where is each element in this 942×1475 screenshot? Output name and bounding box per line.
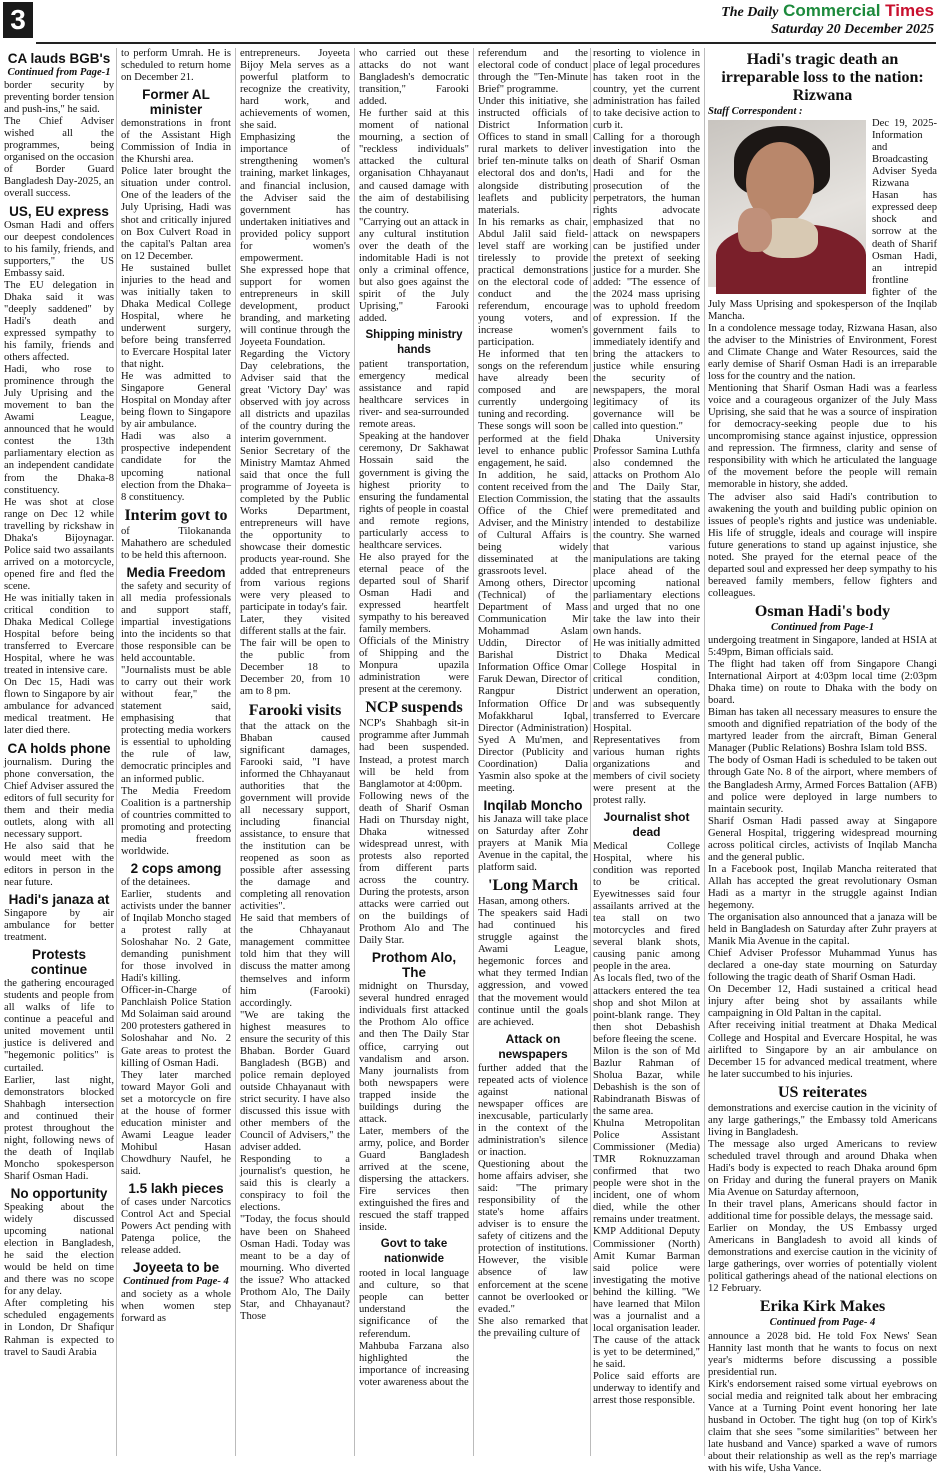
continued-note: Continued from Page-1 xyxy=(7,67,111,78)
paragraph: Calling for a thorough investigation into the death of Sharif Osman Hadi and for the prosecution of the perpetrators, the human rights advocate emphasized that no attack on newspapers can be justified under the pretext of seeking justice for a murder. She added: "The essence of the 2024 mass uprising was to uphold freedom of expression. If the government fails to immediately identify and bring the attackers to justice while ensuring the security of newspapers, the moral legitimacy of its governance will be called into question." xyxy=(593,132,700,433)
headline: Interim govt to xyxy=(124,506,228,524)
paragraph: NCP's Shahbagh sit-in programme after Jummah had been suspended. Instead, a protest march will be held from Banglamotor at 4:00pm. xyxy=(359,718,469,790)
paragraph: The body of Osman Hadi is scheduled to be taken out through Gate No. 8 of the airport, where members of the Bangladesh Army, Armed Forces Battalion (AFB) and police were deployed in large numbers to maintain security. xyxy=(708,755,937,815)
headline: 'Long March xyxy=(488,877,578,895)
masthead xyxy=(0,0,942,44)
paragraph: Mahbuba Farzana also highlighted the importance of increasing voter awareness about the xyxy=(359,1340,469,1388)
column-2 xyxy=(121,48,231,1458)
paragraph: Singapore by air ambulance for better treatment. xyxy=(4,908,114,944)
paragraph: After completing his scheduled engagements in London, Dr Shafiqur Rahman is expected to travel to Saudi Arabia xyxy=(4,1298,114,1358)
pub-name-times: Times xyxy=(885,1,934,20)
paragraph: of the detainees. xyxy=(121,876,191,888)
headline: Joyeeta to be xyxy=(132,1260,220,1276)
paragraph: Among others, Director (Technical) of the Department of Mass Communication Mir Mohammad Aslam Uddin, Director of Barishal District Information Office Omar Faruk Dewan, Director of Rangpur District Information Office Dr Mofakkharul Iqbal, Director (Administration) Syed A Mu'men, and Director (Publicity and Coordination) Dalia Yasmin also spoke at the meeting. xyxy=(478,578,588,794)
paragraph: He further said at this moment of national mourning, a section of "reckless individuals" attacked the cultural organisation Chhayanaut and caused damage with the aim of destabilising the country. xyxy=(359,108,469,216)
paragraph: The message also urged Americans to review scheduled travel through and around Dhaka when Hadi's body is expected to reach Dhaka around 6pm on Friday and during the funeral prayers on Manik Mia Avenue on Saturday afternoon, xyxy=(708,1138,937,1199)
paragraph: journalism. During the phone conversation, the Chief Adviser assured the editors of full security for them and their media outlets, along with all necessary support. xyxy=(4,756,114,840)
header-rule xyxy=(36,42,936,44)
column-7 xyxy=(708,48,937,1475)
paragraph: demonstrations and exercise caution in the vicinity of any large gatherings," the Embassy told Americans living in Bangladesh. xyxy=(708,1102,937,1138)
paragraph: Earlier, last night, demonstrators blocked Shahbagh intersection and continued their protest throughout the night, following news of the death of Inqilab Moncho spokesperson Sharif Osman Hadi. xyxy=(4,1074,114,1182)
paragraph: "Carrying out an attack in any cultural institution over the death of the indomitable Hadi is not only a criminal offence, but also goes against the spirit of the July Uprising," Farooki added. xyxy=(359,216,469,325)
paragraph: that the attack on the Bhaban caused significant damages, Farooki said, "I have informed the Chhayanaut authorities that the government will provide all necessary support, including financial assistance, to ensure that the institution can be reopened as soon as possible after assessing the damage and completing all renovation activities". xyxy=(240,720,350,913)
paragraph: of Tilokananda Mahathero are scheduled to be held this afternoon. xyxy=(121,525,231,561)
headline: Inqilab Moncho xyxy=(483,797,583,813)
paragraph: of cases under Narcotics Control Act and Special Powers Act pending with Patenga police, the release added. xyxy=(121,1197,231,1257)
paragraph: Earlier, students and activists under the banner of Inqilab Moncho staged a protest rally at Soloshahar No. 2 Gate, demanding punishment for those involved in Hadi's killing. xyxy=(121,888,231,985)
column-3 xyxy=(240,48,350,1458)
paragraph: Later, members of the army, police, and Border Guard Bangladesh arrived at the scene, dispersing the attackers. Fire services then extinguished the fires and rescued the staff trapped inside. xyxy=(359,1125,469,1234)
headline: US reiterates xyxy=(778,1083,867,1101)
continued-note: Continued from Page-1 xyxy=(771,621,874,633)
paragraph: Questioning about the home affairs adviser, she said: "The primary responsibility of the state's home affairs adviser is to ensure the safety of citizens and the protection of institutions. However, the visible absence of law enforcement at the scene cannot be overlooked or evaded." xyxy=(478,1159,588,1315)
headline: Govt to take nationwide xyxy=(380,1238,448,1266)
paragraph: Police later brought the situation under control. One of the leaders of the July Uprising, Hadi was shot and critically injured on Box Culvert Road in the capital's Paltan area on 12 December. xyxy=(121,166,231,262)
paragraph: Speaking at the handover ceremony, Dr Sakhawat Hossain said the government is giving the highest priority to ensuring the fundamental rights of people in coastal and remote regions, particularly access to healthcare services. xyxy=(359,431,469,551)
paragraph: He was initially taken in critical condition to Dhaka Medical College Hospital before being transferred to Evercare Hospital, where he was treated in intensive care. xyxy=(4,592,114,677)
paragraph: Regarding the Victory Day celebrations, the Adviser said that the great 'Victory Day' was observed with joy across all districts and upazilas of the country during the interim government. xyxy=(240,349,350,445)
page-number: 3 xyxy=(3,2,33,38)
publication-name xyxy=(721,1,934,21)
paragraph: Responding to a journalist's question, he said this is clearly a conspiracy to foil the elections. xyxy=(240,1154,350,1214)
paragraph: He also said that he would meet with the editors in person in the near future. xyxy=(4,840,114,888)
paragraph: Medical College Hospital, where his condition was reported to be critical. Eyewitnesses said four assailants arrived at the tea stall on two motorcycles and fired several blank shots, causing panic among people in the area. xyxy=(593,840,700,973)
paragraph: "Today, the focus should have been on Shaheed Osman Hadi. Today was meant to be a day of mourning. Who diverted the issue? Who attacked Prothom Alo, The Daily Star, and Chhayanaut? Those xyxy=(240,1214,350,1322)
paragraph: further added that the repeated acts of violence against national newspaper offices are inexcusable, particularly in the context of the administration's silence or inaction. xyxy=(478,1062,588,1158)
paragraph: He was initially admitted to Dhaka Medical College Hospital in critical condition, underwent an operation, and was subsequently transferred to Evercare Hospital. xyxy=(593,638,700,734)
paragraph: resorting to violence in place of legal procedures has taken root in the country, yet the current administration has failed to take decisive action to curb it. xyxy=(593,48,700,132)
continued-note: Continued from Page- 4 xyxy=(123,1276,229,1288)
paragraph: He was shot at close range on Dec 12 while travelling by rickshaw in Dhaka's Bijoynagar. Police said two assailants arrived on a motorcycle, opened fire and fled the scene. xyxy=(4,496,114,592)
headline: Prothom Alo, The xyxy=(371,950,457,981)
column-6 xyxy=(593,48,700,1458)
headline: Shipping ministry hands xyxy=(365,329,463,357)
paragraph: In their travel plans, Americans should factor in additional time for possible delays, the message said. xyxy=(708,1199,937,1223)
paragraph: In a Facebook post, Inqilab Mancha reiterated that Allah has accepted the great revolutionary Osman Hadi as a martyr in the struggle against Indian hegemony. xyxy=(708,863,937,911)
paragraph: patient transportation, emergency medical assistance and rapid healthcare services in river- and sea-surrounded remote areas. xyxy=(359,359,469,431)
paragraph: the gathering encouraged students and people from all walks of life to continue a peaceful and united movement until justice is delivered and "hegemonic politics" is curtailed. xyxy=(4,978,114,1074)
paragraph: In a condolence message today, Rizwana Hasan, also the adviser to the Ministries of Environment, Forest and Climate Change and Water Resources, said the early demise of Sharif Osman Hadi is an irreparable loss for the country and the nation. xyxy=(708,322,937,383)
paragraph: He said that members of the Chhayanaut management committee told him that they will discuss the matter among themselves and inform him (Farooki) accordingly. xyxy=(240,913,350,1009)
paragraph: Milon is the son of Md Bazlur Rahman of Sholua Bazar, while Debashish is the son of Rabindranath Biswas of the same area. xyxy=(593,1045,700,1117)
headline: CA lauds BGB's xyxy=(7,51,111,66)
paragraph: Earlier on Monday, the US Embassy urged Americans in Bangladesh to avoid all kinds of demonstrations and exercise caution in the vicinity of large gatherings, over worries of potentially violent political gatherings ahead of the national elections on 12 February. xyxy=(708,1223,937,1295)
paragraph: demonstrations in front of the Assistant High Commission of India in the Khurshi area. xyxy=(121,118,231,166)
paragraph: Speaking about the widely discussed upcoming national election in Bangladesh, he said the election would be held on time and there was no scope for any delay. xyxy=(4,1201,114,1298)
paragraph: She also remarked that the prevailing culture of xyxy=(478,1315,588,1339)
paragraph: who carried out these attacks do not want Bangladesh's democratic transition," Farooki added. xyxy=(359,48,469,108)
column-divider xyxy=(235,48,236,1456)
column-4 xyxy=(359,48,469,1458)
paragraph: He also prayed for the eternal peace of the departed soul of Sharif Osman Hadi and expressed heartfelt sympathy to his bereaved family members. xyxy=(359,551,469,636)
paragraph: The organisation also announced that a janaza will be held in Bangladesh on Saturday after Zuhr prayers at Manik Mia Avenue in the capital. xyxy=(708,912,937,948)
column-5 xyxy=(478,48,588,1458)
paragraph: The Media Freedom Coalition is a partnership of countries committed to promoting and protecting media freedom worldwide. xyxy=(121,785,231,857)
paragraph: Emphasizing the importance of strengthening women's training, market linkages, and financial inclusion, the Adviser said the government has undertaken initiatives and provided policy support for women's empowerment. xyxy=(240,132,350,264)
continued-note: Continued from Page- 4 xyxy=(769,1317,876,1329)
paragraph: Hasan, among others. xyxy=(478,896,570,908)
column-divider xyxy=(354,48,355,1456)
column-divider xyxy=(116,48,117,1456)
headline: 1.5 lakh pieces xyxy=(128,1181,224,1197)
paragraph: Hadi was also a prospective independent candidate for the upcoming national election from the Dhaka–8 constituency. xyxy=(121,431,231,503)
paragraph: referendum and the electoral code of conduct through the "Ten-Minute Brief" programme. xyxy=(478,48,588,96)
column-divider xyxy=(704,48,705,1456)
paragraph: Osman Hadi and offers our deepest condolences to his family, friends, and supporters," the US Embassy said. xyxy=(4,219,114,279)
paragraph: "Journalists must be able to carry out their work without fear," the statement said, emphasising that protecting media workers is essential to upholding the rule of law, democratic principles and an informed public. xyxy=(121,665,231,785)
paragraph: After receiving initial treatment at Dhaka Medical College and Hospital and Evercare Hospital, he was airlifted to Singapore by an air ambulance on December 15 for advanced medical treatment, where he later succumbed to his injuries. xyxy=(708,1020,937,1080)
paragraph: In addition, he said, content received from the Election Commission, the Office of the Chief Adviser, and the Ministry of Cultural Affairs is being widely disseminated at the grassroots level. xyxy=(478,469,588,578)
headline: Protests continue xyxy=(30,947,88,978)
paragraph: the safety and security of all media professionals and support staff, impartial investigations into the incidents so that those responsible can be held accountable. xyxy=(121,580,231,665)
headline: US, EU express xyxy=(9,203,109,219)
paragraph: Police said efforts are underway to identify and arrest those responsible. xyxy=(593,1371,700,1407)
headline: Media Freedom xyxy=(126,564,226,580)
headline: Hadi's tragic death an irreparable loss to the nation: Rizwana xyxy=(721,51,924,104)
paragraph: Following news of the death of Sharif Osman Hadi on Thursday night, Dhaka witnessed widespread unrest, with protests also reported from different parts across the country. During the protests, arson attacks were carried out on the buildings of Prothom Alo and The Daily Star. xyxy=(359,790,469,947)
paragraph: In his remarks as chair, Abdul Jalil said field-level staff are working tirelessly to provide practical demonstrations on the electoral code of conduct and the referendum, encourage young voters, and increase women's participation. xyxy=(478,216,588,349)
paragraph: border security by preventing border tension and push-ins," he said. xyxy=(4,80,114,116)
column-divider xyxy=(473,48,474,1456)
headline: Journalist shot dead xyxy=(603,809,690,839)
paragraph: Officials of the Ministry of Shipping and the Monpura upazila administration were present at the ceremony. xyxy=(359,636,469,696)
paragraph: The adviser also said Hadi's contribution to awakening the youth and building public opinion on issues of people's rights and justice was undeniable. His life of struggle, ideals and courage will inspire future generations to stand up against injustice, she noted. She prayed for the eternal peace of the departed soul and expressed her deep sympathy to his bereaved family members, fellow fighters and colleagues. xyxy=(708,491,937,599)
paragraph: These songs will soon be performed at the field level to enhance public engagement, he said. xyxy=(478,421,588,469)
headline: Farooki visits xyxy=(248,701,342,719)
paragraph: his Janaza will take place on Saturday after Zohr prayers at Manik Mia Avenue in the capital, the platform said. xyxy=(478,813,588,874)
paragraph: The fair will be open to the public from December 18 to December 20, from 10 am to 8 pm. xyxy=(240,638,350,698)
paragraph: The flight had taken off from Singapore Changi International Airport at 4:03pm local time (2:03pm Dhaka time) on route to Dhaka with the body on board. xyxy=(708,659,937,707)
headline: Osman Hadi's body xyxy=(754,602,891,620)
headline: 2 cops among xyxy=(130,860,222,876)
paragraph: undergoing treatment in Singapore, landed at HSIA at 5:49pm, Biman officials said. xyxy=(708,634,937,659)
byline: Staff Correspondent : xyxy=(708,106,803,117)
paragraph: Under this initiative, she instructed officials of District Information Offices to stand in small rural markets to deliver brief ten-minute talks on electoral dos and don'ts, alongside distributing leaflets and publicity materials. xyxy=(478,96,588,216)
pub-name-commercial: Commercial xyxy=(783,1,881,20)
paragraph: He informed that ten songs on the referendum have already been composed and are currently undergoing tuning and recording. xyxy=(478,349,588,421)
paragraph: The Chief Adviser wished all the programmes, being organised on the occasion of Border Guard Bangladesh Day-2025, an overall success. xyxy=(4,116,114,200)
paragraph: to perform Umrah. He is scheduled to return home on December 21. xyxy=(121,48,231,84)
column-1 xyxy=(4,48,114,1458)
photo-hand xyxy=(738,208,772,252)
paragraph: On Dec 15, Hadi was flown to Singapore by air ambulance for advanced medical treatment. He later died there. xyxy=(4,677,114,737)
paragraph: Dec 19, 2025- Information and Broadcasting Adviser Syeda Rizwana Hasan has expressed deep shock and sorrow at the death of Sharif Osman Hadi, an intrepid frontline fighter of the July Mass Uprising and spokesperson of the Inqilab Mancha. xyxy=(708,118,937,322)
issue-date: Saturday 20 December 2025 xyxy=(771,22,934,37)
pub-prefix: The Daily xyxy=(721,5,779,20)
paragraph: On December 12, Hadi sustained a critical head injury after being shot by assailants while campaigning in Old Paltan in the capital. xyxy=(708,984,937,1020)
paragraph: Sharif Osman Hadi passed away at Singapore General Hospital, triggering widespread mourning across political circles, activists of Inqilab Mancha and the general public. xyxy=(708,815,937,863)
paragraph: rooted in local language and culture, so that people can better understand the significance of the referendum. xyxy=(359,1268,469,1340)
paragraph: announce a 2028 bid. He told Fox News' Sean Hannity last month that he wants to focus on next year's midterms before discussing a possible presidential run. xyxy=(708,1330,937,1378)
paragraph: Biman has taken all necessary measures to ensure the smooth and dignified repatriation of the body of the martyred leader from the aircraft, Biman General Manager (Public Relations) Boshra Islam told BSS. xyxy=(708,707,937,755)
paragraph: Mentioning that Sharif Osman Hadi was a fearless voice and a courageous organizer of the July Mass Uprising, she said that he was a source of inspiration for democracy-seeking people due to his uncompromising stance against injustice, oppression and repression. The firmness, clarity and sense of responsibility with which he articulated the language of the movement before the people will remain memorable in history, she added. xyxy=(708,383,937,491)
portrait-photo xyxy=(708,120,866,287)
paragraph: He was admitted to Singapore General Hospital on Monday after being flown to Singapore by air ambulance. xyxy=(121,371,231,431)
paragraph: He sustained bullet injuries to the head and was initially taken to Dhaka Medical College Hospital, where he underwent surgery, before being transferred to Evercare Hospital later that night. xyxy=(121,262,231,371)
paragraph: midnight on Thursday, several hundred enraged individuals first attacked the Prothom Alo office and then The Daily Star office, carrying out vandalism and arson. Many journalists from both newspapers were trapped inside the buildings during the attack. xyxy=(359,981,469,1125)
headline: No opportunity xyxy=(10,1185,108,1201)
paragraph: They later marched toward Mayor Goli and set a motorcycle on fire at the house of former education minister and Awami League leader Mohibul Hasan Chowdhury Naufel, he said. xyxy=(121,1069,231,1177)
paragraph: Khulna Metropolitan Police Assistant Commissioner (Media) TMR Roknuzzaman confirmed that two people were shot in the incident, one of whom died, while the other remains under treatment. KMP Additional Deputy Commissioner (North) Amit Kumar Barman said police were investigating the motive behind the killing. "We have learned that Milon was a journalist and a local organisation leader. The cause of the attack is yet to be determined," he said. xyxy=(593,1118,700,1370)
paragraph: entrepreneurs. Joyeeta Bijoy Mela serves as a powerful platform to recognize the creativity, hard work, and achievements of women, she said. xyxy=(240,48,350,132)
headline: Erika Kirk Makes xyxy=(759,1298,886,1316)
headline: Former AL minister xyxy=(142,87,210,118)
paragraph: The speakers said Hadi had continued his struggle against the Awami League, hegemonic forces and what they termed Indian aggression, and vowed that the movement would continue until the goals are achieved. xyxy=(478,908,588,1028)
paragraph: As locals fled, two of the attackers entered the tea shop and shot Milon at point-blank range. They then shot Debashish before fleeing the scene. xyxy=(593,973,700,1045)
paragraph: Senior Secretary of the Ministry Mamtaz Ahmed said that once the full programme of Joyeeta is completed by the Public Works Department, entrepreneurs will have the opportunity to showcase their domestic products year-round. She added that entrepreneurs from various regions were very pleased to participate in today's fair. xyxy=(240,445,350,614)
paragraph: Representatives from various human rights organizations and members of civil society were present at the protest rally. xyxy=(593,734,700,806)
headline: CA holds phone xyxy=(7,740,111,756)
paragraph: and society as a whole when women step forward as xyxy=(121,1289,231,1325)
paragraph: Dhaka University Professor Samina Luthfa also condemned the attacks on Prothom Alo and The Daily Star, stating that the assaults were premeditated and intended to destabilize the country. She warned that various manipulations are taking place ahead of the upcoming national parliamentary elections and urged that no one take the law into their own hands. xyxy=(593,433,700,638)
paragraph: Hadi, who rose to prominence through the July Uprising and the movement to ban the Awami League, announced that he would contest the 13th parliamentary election as an independent candidate from the Dhaka-8 constituency. xyxy=(4,364,114,496)
paragraph: Officer-in-Charge of Panchlaish Police Station Md Solaiman said around 200 protesters gathered in Soloshahar and No. 2 Gate areas to protest the killing of Osman Hadi. xyxy=(121,985,231,1069)
paragraph: Chief Adviser Professor Muhammad Yunus has declared a one-day state mourning on Saturday following the tragic death of Sharif Osman Hadi. xyxy=(708,948,937,984)
column-divider xyxy=(590,48,591,1456)
headline: Hadi's janaza at xyxy=(8,892,110,908)
headline: Attack on newspapers xyxy=(498,1031,568,1061)
paragraph: She expressed hope that support for women entrepreneurs in skill development, product branding, and marketing will continue through the Joyeeta Foundation. xyxy=(240,264,350,349)
paragraph: Later, they visited different stalls at the fair. xyxy=(240,614,350,638)
paragraph: Kirk's endorsement raised some virtual eyebrows on social media and reignited talk about her embracing Vance at a Turning Point event honoring her late husband in October. The tight hug (on top of Kirk's claim that she sees "some similarities" between her late husband and Vance) sparked a wave of rumors about their relationship as well as the rep's marriage with his wife, Usha Vance. xyxy=(708,1378,937,1475)
headline: NCP suspends xyxy=(365,699,463,717)
paragraph: "We are taking the highest measures to ensure the security of this Bhaban. Border Guard Bangladesh (BGB) and police remain deployed outside Chhayanaut with strict security. I have also discussed this issue with other members of the Council of Advisers," the adviser added. xyxy=(240,1009,350,1154)
paragraph: The EU delegation in Dhaka said it was "deeply saddened" by Hadi's death and expressed sympathy to his family, friends and others affected. xyxy=(4,279,114,364)
